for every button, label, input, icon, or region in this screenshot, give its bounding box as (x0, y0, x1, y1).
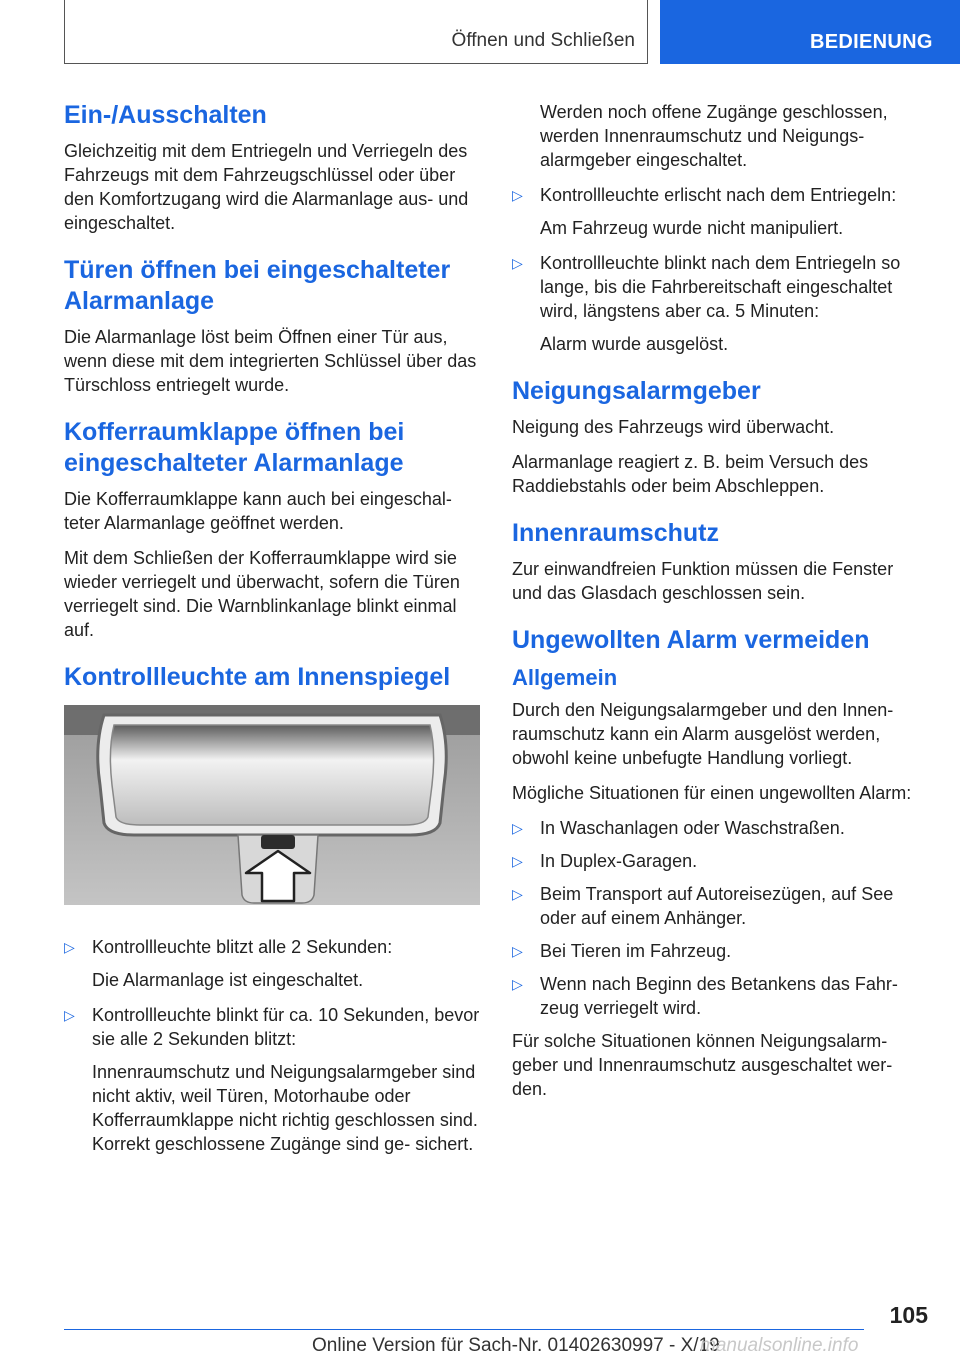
list-item (512, 882, 928, 930)
heading-neigungsalarmgeber: Neigungsalarmgeber (512, 377, 761, 405)
list-item-detail: Alarm wurde ausgelöst. (540, 334, 729, 354)
list-item (512, 972, 928, 1020)
chapter-tab (660, 0, 960, 64)
situations-list (512, 816, 928, 1020)
paragraph: Mögliche Situationen für einen ungewollten Alarm: (512, 783, 912, 803)
list-item-text: Beim Transport auf Autoreisezügen, auf See oder auf einem Anhänger. (540, 884, 894, 928)
list-item-text: Wenn nach Beginn des Betankens das Fahr‐ zeug verriegelt wird. (540, 974, 898, 1018)
indicator-status-list (64, 1003, 480, 1051)
paragraph: Neigung des Fahrzeugs wird überwacht. (512, 417, 835, 437)
triangle-bullet-icon: ▷ (512, 255, 523, 271)
paragraph: Durch den Neigungsalarmgeber und den Innen‐ raumschutz kann ein Alarm ausgelöst werden, obwohl keine unbefugte Handlung vorliegt. (512, 700, 894, 768)
footer-divider (64, 1329, 864, 1330)
section-title: Öffnen und Schließen (451, 30, 635, 51)
header-box (64, 0, 648, 64)
triangle-bullet-icon: ▷ (512, 886, 523, 902)
list-item-detail: Am Fahrzeug wurde nicht manipuliert. (540, 218, 844, 238)
list-item-text: In Duplex-Garagen. (540, 851, 698, 871)
triangle-bullet-icon: ▷ (512, 853, 523, 869)
heading-innenraumschutz: Innenraumschutz (512, 519, 719, 547)
list-item-text: Kontrollleuchte blitzt alle 2 Sekunden: (92, 937, 393, 957)
paragraph: Gleichzeitig mit dem Entriegeln und Verriegeln des Fahrzeugs mit dem Fahrzeugschlüssel oder über den Komfortzugang wird die Alarmanlage aus- und eingeschaltet. (64, 141, 469, 233)
triangle-bullet-icon: ▷ (512, 943, 523, 959)
list-item-text: Bei Tieren im Fahrzeug. (540, 941, 732, 961)
right-column (512, 100, 928, 1112)
paragraph: Zur einwandfreien Funktion müssen die Fenster und das Glasdach geschlossen sein. (512, 559, 894, 603)
heading-kontrollleuchte: Kontrollleuchte am Innenspiegel (64, 663, 451, 691)
indicator-status-list (512, 251, 928, 323)
heading-ein-ausschalten: Ein-/Ausschalten (64, 101, 267, 129)
list-item-text: Kontrollleuchte blinkt für ca. 10 Sekunden, bevor sie alle 2 Sekunden blitzt: (92, 1005, 480, 1049)
paragraph: Für solche Situationen können Neigungsalarm‐ geber und Innenraumschutz ausgeschaltet wer‐ den. (512, 1031, 893, 1099)
paragraph: Alarmanlage reagiert z. B. beim Versuch des Raddiebstahls oder beim Abschleppen. (512, 452, 869, 496)
list-item-detail: Die Alarmanlage ist eingeschaltet. (92, 970, 364, 990)
list-item-text: Kontrollleuchte erlischt nach dem Entriegeln: (540, 185, 897, 205)
list-item (512, 849, 928, 873)
heading-kofferraumklappe: Kofferraumklappe öffnen bei eingeschalteter Alarmanlage (64, 418, 405, 477)
list-item (512, 816, 928, 840)
indicator-status-list (64, 935, 480, 959)
left-column (64, 100, 480, 1167)
watermark: manualsonline.info (700, 1335, 859, 1356)
paragraph: Die Alarmanlage löst beim Öffnen einer Tür aus, wenn diese mit dem integrierten Schlüssel über das Türschloss entriegelt wurde. (64, 327, 477, 395)
triangle-bullet-icon: ▷ (512, 976, 523, 992)
subheading-allgemein: Allgemein (512, 665, 618, 690)
list-item (64, 935, 480, 959)
triangle-bullet-icon: ▷ (64, 939, 75, 955)
list-item-detail: Werden noch offene Zugänge geschlossen, werden Innenraumschutz und Neigungs‐ alarmgeber eingeschaltet. (540, 102, 888, 170)
list-item (512, 183, 928, 207)
list-item (512, 251, 928, 323)
footer-version-text: Online Version für Sach-Nr. 01402630997 - X/19 (312, 1335, 720, 1356)
paragraph: Mit dem Schließen der Kofferraumklappe wird sie wieder verriegelt und überwacht, sofern die Türen verriegelt sind. Die Warnblinkanlage blinkt einmal auf. (64, 548, 460, 640)
indicator-status-list (512, 183, 928, 207)
rearview-mirror-illustration (64, 705, 480, 905)
triangle-bullet-icon: ▷ (64, 1007, 75, 1023)
page-number: 105 (889, 1302, 928, 1328)
list-item-text: In Waschanlagen oder Waschstraßen. (540, 818, 845, 838)
list-item (64, 1003, 480, 1051)
paragraph: Die Kofferraumklappe kann auch bei eingeschal‐ teter Alarmanlage geöffnet werden. (64, 489, 452, 533)
list-item-text: Kontrollleuchte blinkt nach dem Entriegeln so lange, bis die Fahrbereitschaft eingeschaltet wird, längstens aber ca. 5 Minuten: (540, 253, 901, 321)
list-item-detail: Innenraumschutz und Neigungsalarmgeber sind nicht aktiv, weil Türen, Motorhaube oder Kofferraumklappe nicht richtig geschlossen sind. Korrekt geschlossene Zugänge sind ge‐ sichert. (92, 1062, 478, 1154)
chapter-tab-label: BEDIENUNG (810, 31, 933, 53)
triangle-bullet-icon: ▷ (512, 187, 523, 203)
heading-tueren-oeffnen: Türen öffnen bei eingeschalteter Alarmanlage (64, 256, 451, 315)
list-item (512, 939, 928, 963)
heading-ungewollten-alarm: Ungewollten Alarm vermeiden (512, 626, 870, 654)
triangle-bullet-icon: ▷ (512, 820, 523, 836)
